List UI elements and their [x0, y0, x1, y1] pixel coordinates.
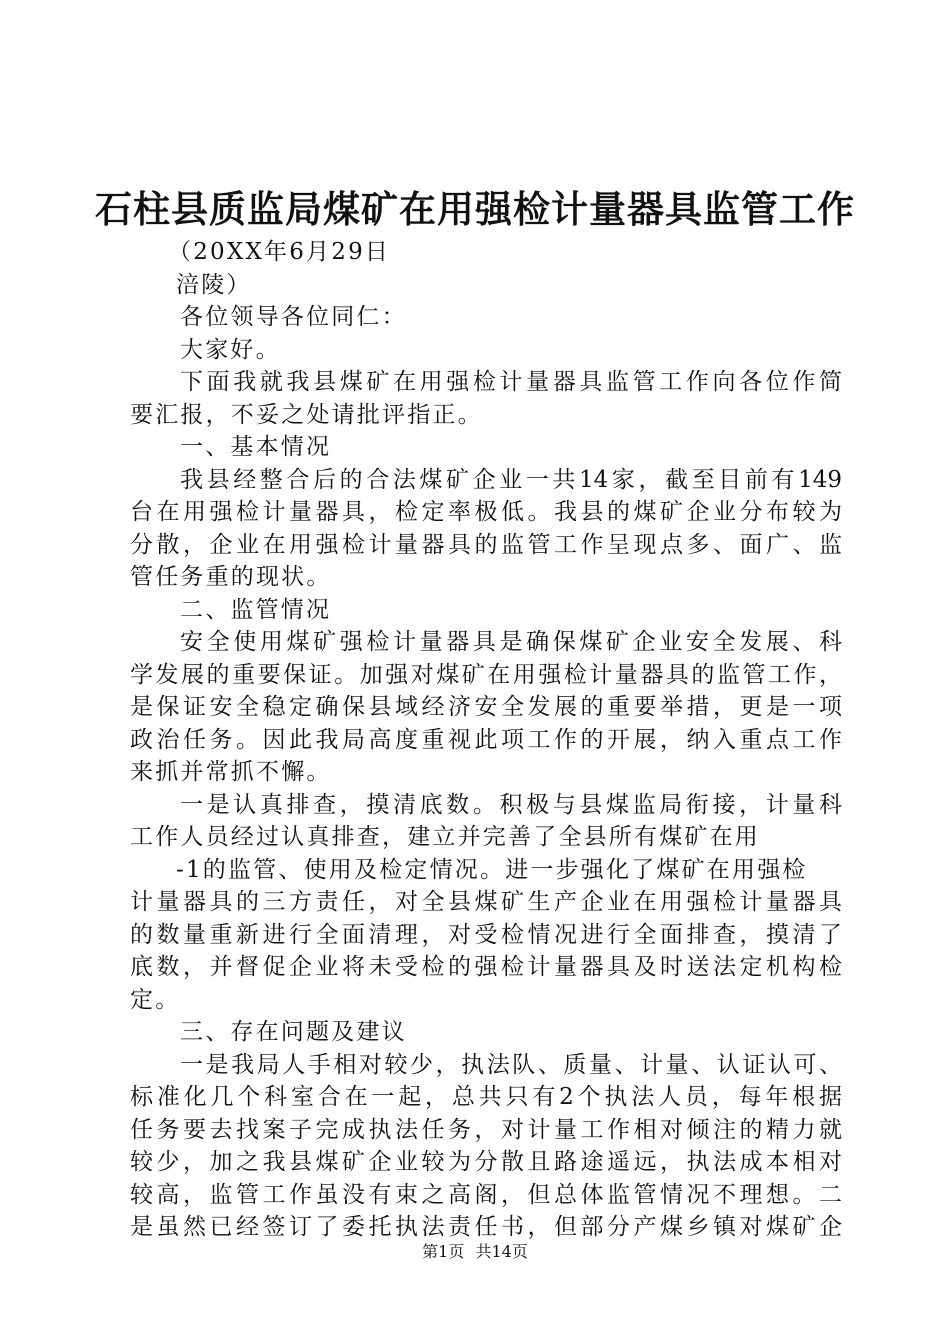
paragraph-line: 一是我局人手相对较少，执法队、质量、计量、认证认可、 — [180, 1051, 842, 1078]
paragraph-line: 工作人员经过认真排查，建立并完善了全县所有煤矿在用 — [130, 824, 760, 850]
paragraph-line: 较高，监管工作虽没有束之高阁，但总体监管情况不理想。二 — [130, 1181, 842, 1208]
paragraph-line: 的数量重新进行全面清理，对受检情况进行全面排查，摸清了 — [130, 921, 842, 948]
greeting: 大家好。 — [180, 336, 281, 363]
page-number: 第1页 — [422, 1242, 465, 1261]
section-heading: 一、基本情况 — [180, 434, 332, 460]
paragraph-line: 学发展的重要保证。加强对煤矿在用强检计量器具的监管工作， — [130, 661, 842, 688]
paragraph-line: 任务要去找案子完成执法任务，对计量工作相对倾注的精力就 — [130, 1116, 842, 1143]
paragraph-line: 是保证安全稳定确保县域经济安全发展的重要举措，更是一项 — [130, 694, 842, 720]
paragraph-line: 分散，企业在用强检计量器具的监管工作呈现点多、面广、监 — [130, 531, 842, 558]
section-heading: 三、存在问题及建议 — [180, 1019, 407, 1045]
paragraph-line: 管任务重的现状。 — [130, 564, 332, 590]
paragraph-line: 是虽然已经签订了委托执法责任书，但部分产煤乡镇对煤矿企 — [130, 1214, 842, 1240]
page-total: 共14页 — [475, 1242, 528, 1261]
paragraph-line: -1的监管、使用及检定情况。进一步强化了煤矿在用强检 — [176, 856, 808, 883]
document-body — [130, 236, 842, 1244]
document-title: 石柱县质监局煤矿在用强检计量器具监管工作 — [95, 187, 855, 231]
section-heading: 二、监管情况 — [180, 596, 332, 623]
paragraph-line: 较少，加之我县煤矿企业较为分散且路途遥远，执法成本相对 — [130, 1149, 842, 1175]
paragraph-line: 台在用强检计量器具，检定率极低。我县的煤矿企业分布较为 — [130, 499, 842, 525]
paragraph-line: 一是认真排查，摸清底数。积极与县煤监局衔接，计量科 — [180, 791, 842, 818]
salutation: 各位领导各位同仁： — [180, 304, 407, 330]
paragraph-line: 要汇报，不妥之处请批评指正。 — [130, 401, 483, 428]
paragraph-line: 来抓并常抓不懈。 — [130, 759, 332, 785]
paragraph-line: 政治任务。因此我局高度重视此项工作的开展，纳入重点工作 — [130, 726, 842, 753]
paragraph-line: 标准化几个科室合在一起，总共只有2个执法人员，每年根据 — [130, 1084, 842, 1110]
page-footer — [0, 1240, 950, 1264]
place-line: 涪陵） — [176, 271, 252, 298]
paragraph-line: 计量器具的三方责任，对全县煤矿生产企业在用强检计量器具 — [130, 889, 842, 915]
paragraph-line: 安全使用煤矿强检计量器具是确保煤矿企业安全发展、科 — [180, 629, 842, 655]
paragraph-line: 我县经整合后的合法煤矿企业一共14家，截至目前有149 — [180, 466, 842, 493]
paragraph-line: 定。 — [130, 986, 181, 1013]
paragraph-line: 底数，并督促企业将未受检的强检计量器具及时送法定机构检 — [130, 954, 842, 980]
paragraph-line: 下面我就我县煤矿在用强检计量器具监管工作向各位作简 — [180, 369, 842, 395]
date-line: （20XX年6月29日 — [168, 239, 391, 265]
